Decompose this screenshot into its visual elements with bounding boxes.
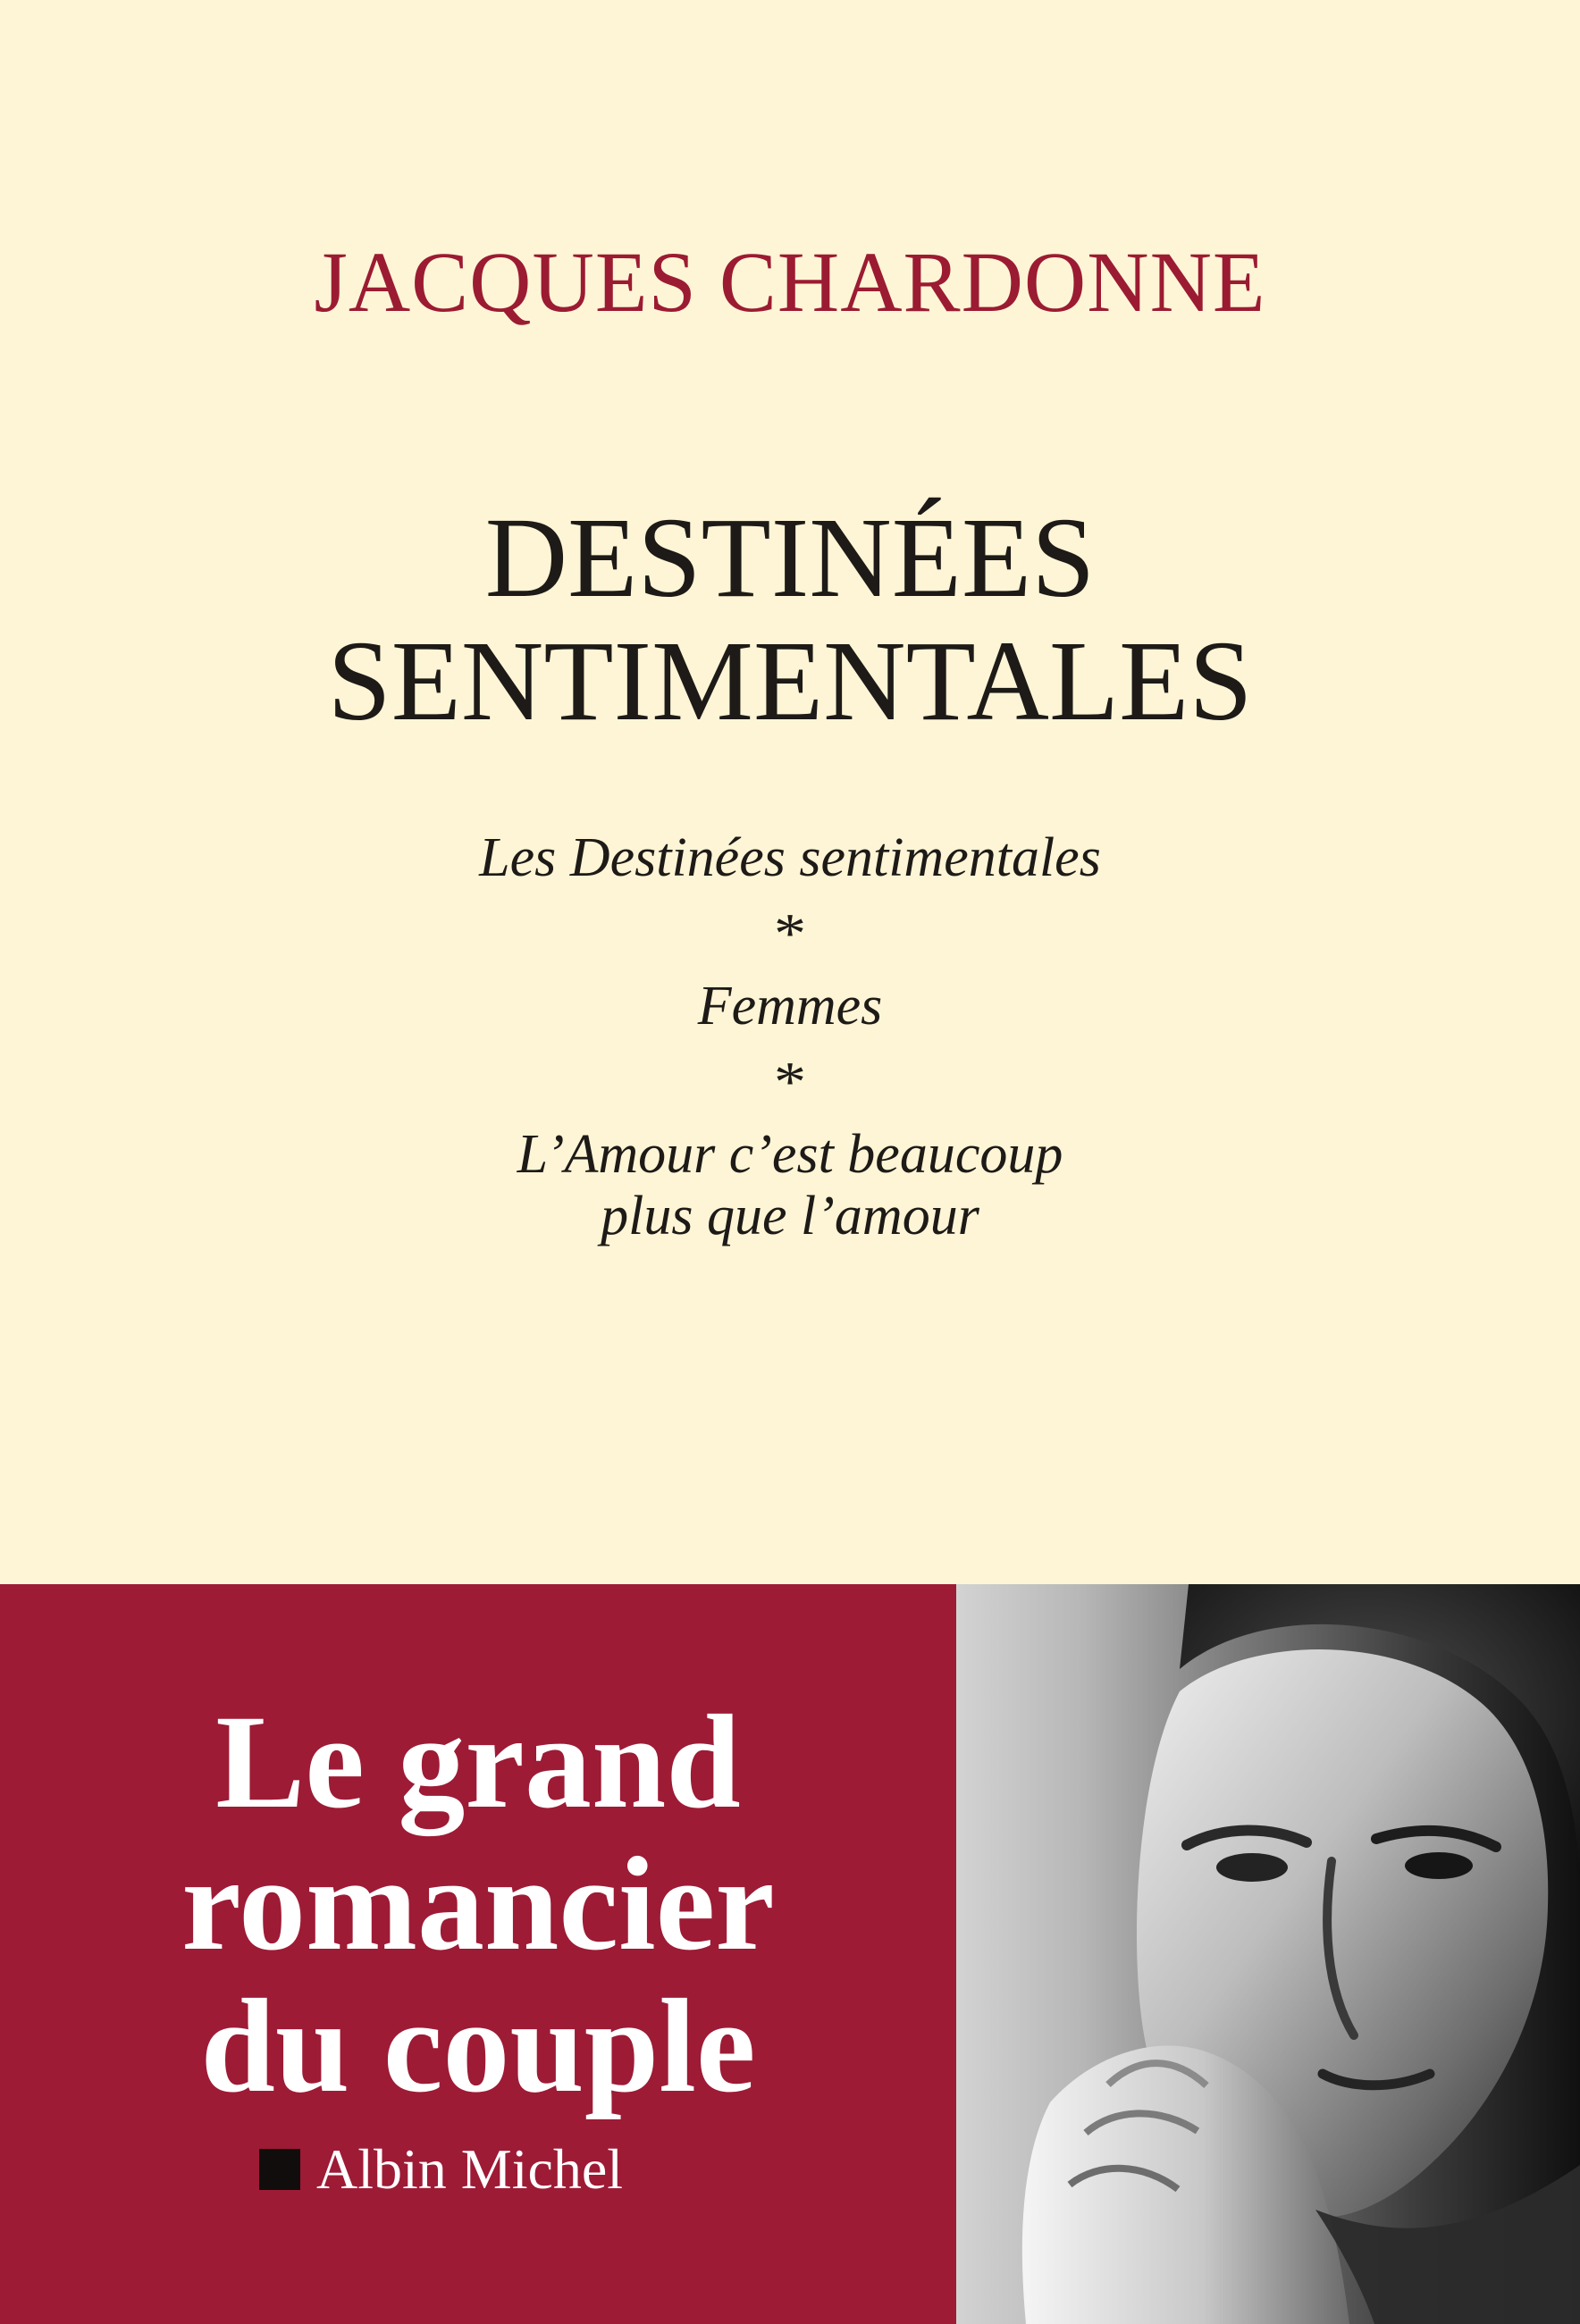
left-eye-shape: [1216, 1853, 1288, 1882]
book-title: [0, 496, 1580, 743]
headline-line-3: du couple: [200, 1972, 756, 2120]
work-title-1: Les Destinées sentimentales: [479, 827, 1101, 888]
publisher-name: Albin Michel: [316, 2137, 624, 2201]
headline: [0, 1688, 956, 2120]
title-line-2: SENTIMENTALES: [327, 617, 1253, 745]
right-eye-shape: [1405, 1852, 1473, 1879]
portrait-photo: [956, 1584, 1580, 2324]
separator-star-1: *: [773, 901, 807, 966]
publisher-logo-icon: [259, 2149, 300, 2190]
separator-star-2: *: [773, 1050, 807, 1114]
headline-line-2: romancier: [181, 1830, 775, 1978]
work-title-2: Femmes: [697, 976, 883, 1037]
work-title-3-line-2: plus que l’amour: [601, 1186, 979, 1247]
portrait-photo-icon: [956, 1584, 1580, 2324]
publisher: [259, 2134, 840, 2205]
title-line-1: DESTINÉES: [484, 494, 1096, 621]
author-name: JACQUES CHARDONNE: [314, 234, 1266, 330]
works-list: [0, 829, 1580, 1246]
headline-line-1: Le grand: [215, 1688, 741, 1836]
work-title-3-line-1: L’Amour c’est beaucoup: [517, 1124, 1063, 1186]
